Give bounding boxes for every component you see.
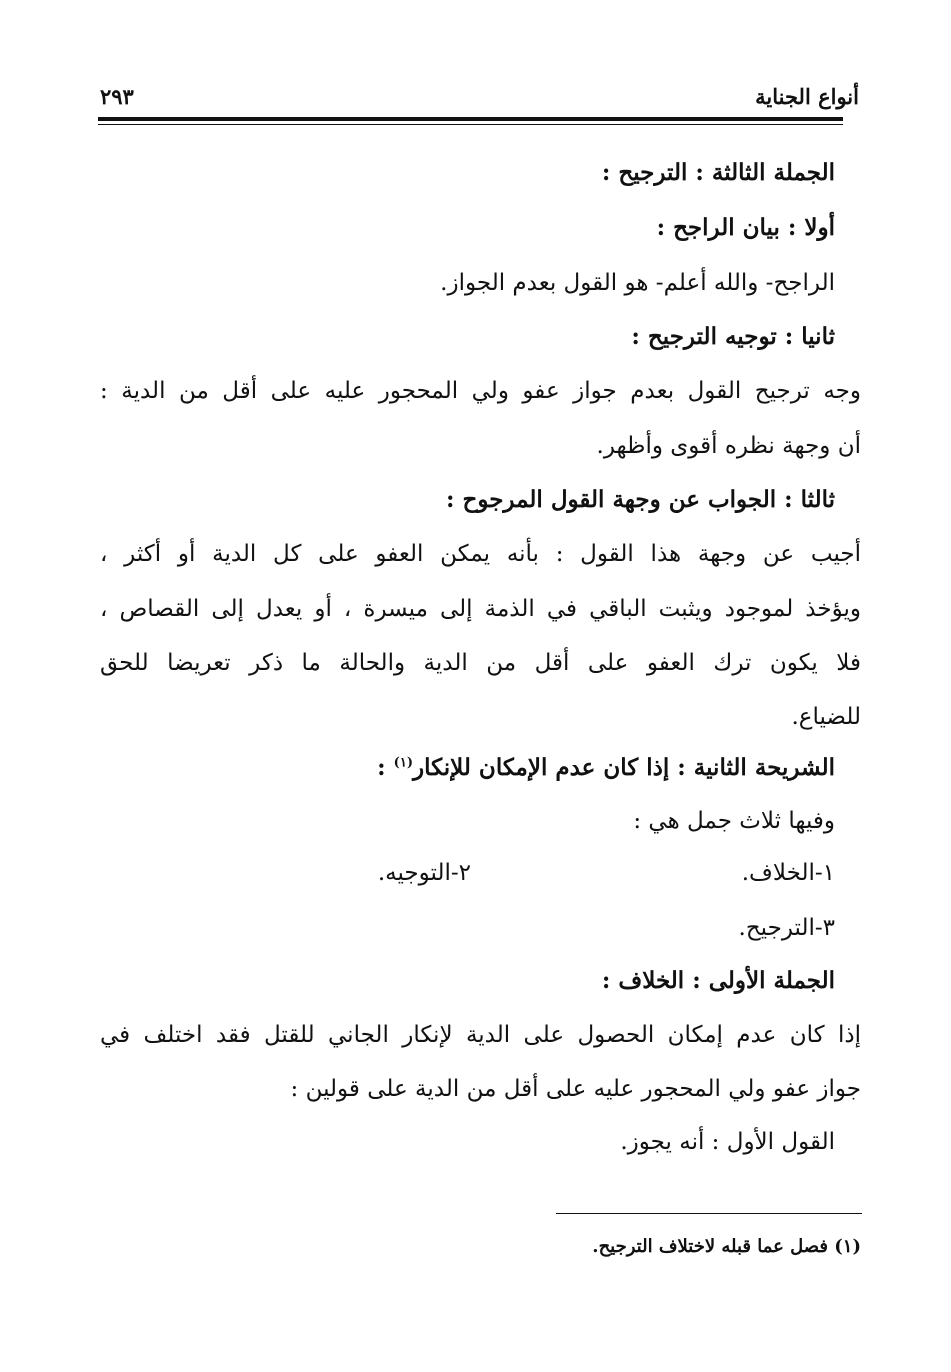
list-item: ٢-التوجيه. xyxy=(377,860,471,886)
body-paragraph-line: القول الأول : أنه يجوز. xyxy=(620,1129,835,1155)
section-heading-colon: : xyxy=(377,754,394,781)
subheading-first: أولا : بيان الراجح : xyxy=(656,214,835,241)
header-rule-thick xyxy=(98,117,843,121)
body-paragraph-line: أن وجهة نظره أقوى وأظهر. xyxy=(596,433,861,459)
body-paragraph-line: فلا يكون ترك العفو على أقل من الدية والحالة ما ذكر تعريضا للحق xyxy=(100,650,861,676)
body-paragraph-line: للضياع. xyxy=(791,704,861,730)
body-paragraph-line: أجيب عن وجهة هذا القول : بأنه يمكن العفو على كل الدية أو أكثر ، xyxy=(100,541,861,567)
footnote-reference: (١) xyxy=(393,755,413,771)
header-rule-thin xyxy=(98,124,843,125)
footnote-separator xyxy=(556,1213,862,1214)
page-number: ٢٩٣ xyxy=(100,84,134,109)
section-heading: الجملة الثالثة : الترجيح : xyxy=(601,159,835,186)
section-heading-text: الشريحة الثانية : إذا كان عدم الإمكان للإنكار xyxy=(412,754,835,781)
body-paragraph-line: جواز عفو ولي المحجور عليه على أقل من الدية على قولين : xyxy=(290,1076,861,1102)
subheading-third: ثالثا : الجواب عن وجهة القول المرجوح : xyxy=(445,486,835,513)
subheading-second: ثانيا : توجيه الترجيح : xyxy=(631,323,835,350)
running-header-title: أنواع الجناية xyxy=(755,84,859,109)
body-paragraph-line: وفيها ثلاث جمل هي : xyxy=(633,808,835,834)
body-paragraph-line: وجه ترجيح القول بعدم جواز عفو ولي المحجور عليه على أقل من الدية : xyxy=(100,378,861,404)
body-paragraph-line: الراجح- والله أعلم- هو القول بعدم الجواز. xyxy=(440,270,835,296)
list-item: ١-الخلاف. xyxy=(741,860,835,886)
body-paragraph-line: ويؤخذ لموجود ويثبت الباقي في الذمة إلى ميسرة ، أو يعدل إلى القصاص ، xyxy=(100,596,861,622)
list-item: ٣-الترجيح. xyxy=(738,915,835,941)
body-paragraph-line: إذا كان عدم إمكان الحصول على الدية لإنكار الجاني للقتل فقد اختلف في xyxy=(100,1022,861,1048)
section-heading: الجملة الأولى : الخلاف : xyxy=(601,967,835,994)
section-heading-second-part xyxy=(377,753,835,783)
footnote-text: (١) فصل عما قبله لاختلاف الترجيح. xyxy=(592,1236,861,1257)
